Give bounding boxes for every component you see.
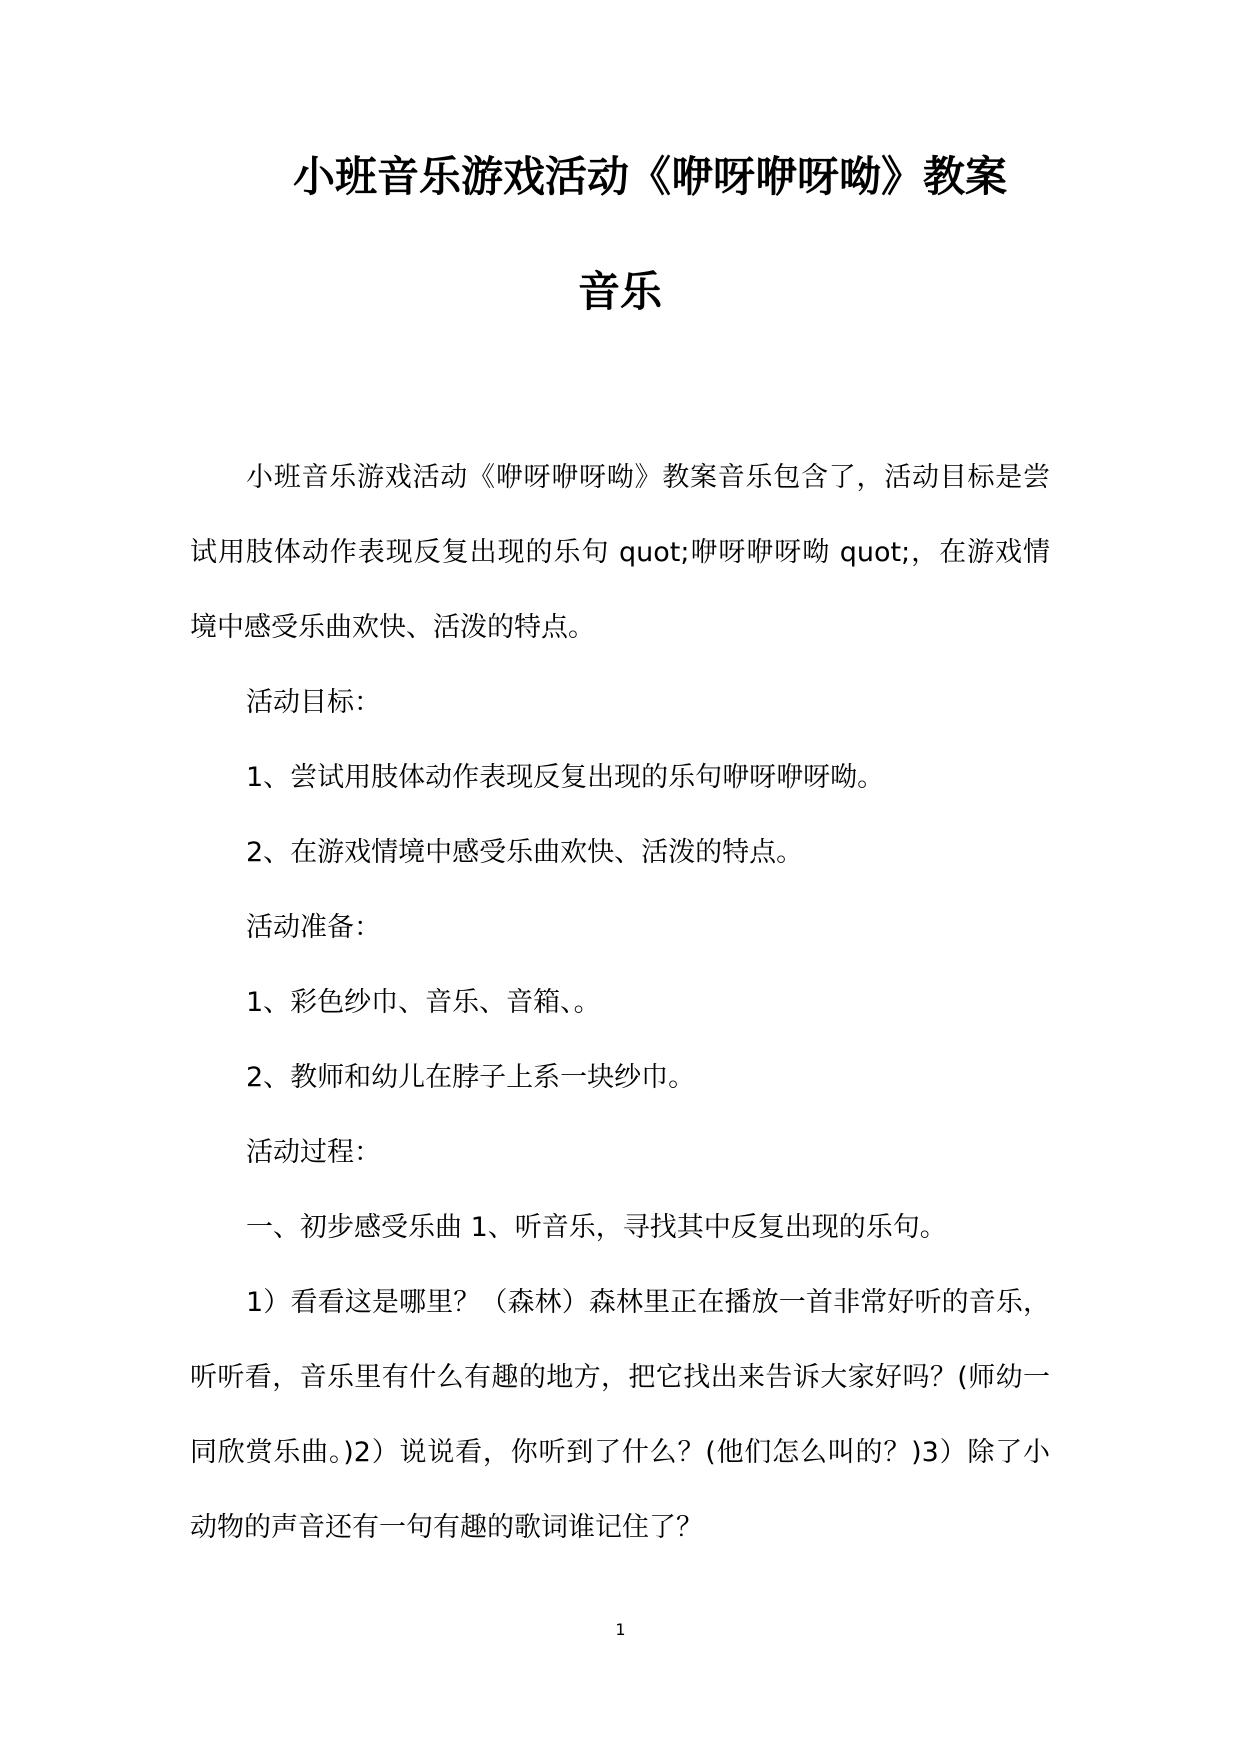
process-step-1: 一、初步感受乐曲 1、听音乐，寻找其中反复出现的乐句。 bbox=[246, 1212, 947, 1243]
section-heading-process: 活动过程： bbox=[246, 1137, 381, 1168]
goal-item-1: 1、尝试用肢体动作表现反复出现的乐句咿呀咿呀呦。 bbox=[246, 762, 885, 793]
document-title: 小班音乐游戏活动《咿呀咿呀呦》教案 bbox=[292, 152, 1007, 201]
preparation-item-2: 2、教师和幼儿在脖子上系一块纱巾。 bbox=[246, 1062, 696, 1093]
page-number: 1 bbox=[615, 1620, 626, 1639]
document-body bbox=[190, 440, 1050, 1565]
section-heading-goals: 活动目标： bbox=[246, 687, 381, 718]
intro-paragraph: 小班音乐游戏活动《咿呀咿呀呦》教案音乐包含了，活动目标是尝试用肢体动作表现反复出现的乐句 quot;咿呀咿呀呦 quot;，在游戏情境中感受乐曲欢快、活泼的特点。 bbox=[190, 462, 1050, 643]
preparation-item-1: 1、彩色纱巾、音乐、音箱、。 bbox=[246, 987, 601, 1018]
section-heading-preparation: 活动准备： bbox=[246, 912, 381, 943]
document-title-continuation: 音乐 bbox=[577, 267, 662, 316]
process-step-details: 1）看看这是哪里？（森林）森林里正在播放一首非常好听的音乐，听听看，音乐里有什么有趣的地方，把它找出来告诉大家好吗？(师幼一同欣赏乐曲。)2）说说看，你听到了什么？(他们怎么叫的？)3）除了小动物的声音还有一句有趣的歌词谁记住了？ bbox=[190, 1287, 1050, 1543]
goal-item-2: 2、在游戏情境中感受乐曲欢快、活泼的特点。 bbox=[246, 837, 804, 868]
